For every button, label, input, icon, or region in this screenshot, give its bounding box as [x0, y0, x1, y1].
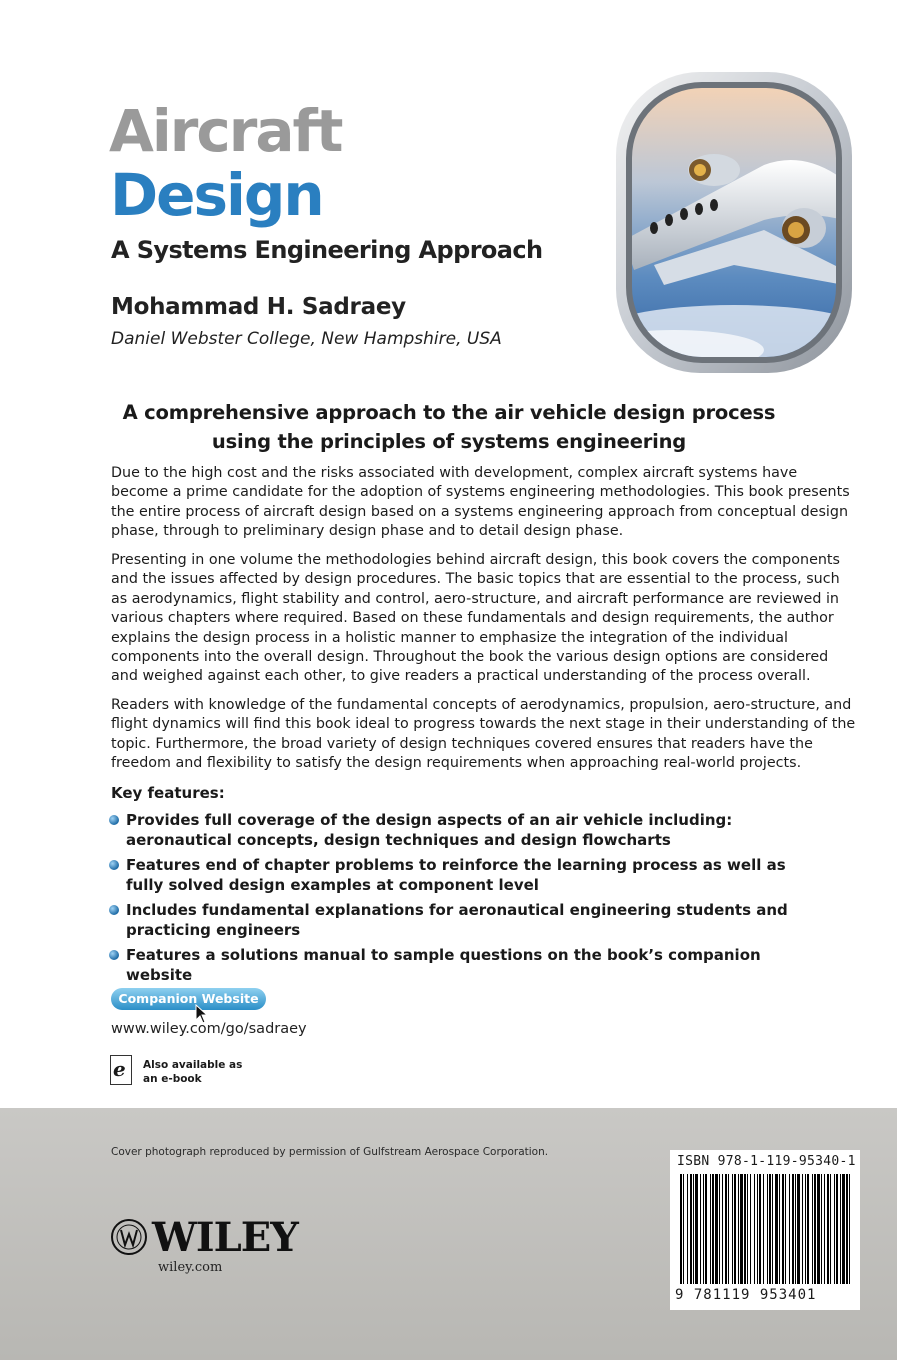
feature-item: [109, 900, 809, 940]
barcode-icon: [678, 1174, 856, 1286]
barcode-bar: [744, 1174, 746, 1284]
barcode-bar: [779, 1174, 780, 1284]
barcode-bar: [834, 1174, 835, 1284]
barcode-bar: [836, 1174, 838, 1284]
barcode-bar: [712, 1174, 714, 1284]
barcode-bar: [795, 1174, 796, 1284]
wiley-seal-icon: [110, 1218, 148, 1256]
bullet-icon: [109, 860, 119, 870]
author-affiliation: Daniel Webster College, New Hampshire, USA: [111, 329, 502, 349]
barcode-bar: [792, 1174, 794, 1284]
barcode-bar: [817, 1174, 820, 1284]
barcode-bar: [797, 1174, 800, 1284]
author-name: Mohammad H. Sadraey: [111, 294, 406, 320]
barcode-bar: [827, 1174, 829, 1284]
barcode-bar: [821, 1174, 822, 1284]
e-book-icon: e: [110, 1055, 132, 1085]
barcode-bar: [767, 1174, 768, 1284]
barcode-bar: [695, 1174, 698, 1284]
barcode-bar: [763, 1174, 764, 1284]
barcode-bar: [840, 1174, 841, 1284]
barcode-bar: [757, 1174, 758, 1284]
description-paragraph: Presenting in one volume the methodologies behind aircraft design, this book covers the components and the issues affected by design procedures. The basic topics that are essential to the process, such as aerodynamics, flight stability and control, aero-structure, and aircraft performance are reviewed in various chapters where required. Based on these fundamentals and design requirements, the author explains the design process in a holistic manner to emphasize the integration of the individual components into the overall design. Throughout the book the various design options are considered and weighed against each other, to give readers a practical understanding of the process overall.: [111, 552, 840, 685]
barcode-bar: [802, 1174, 803, 1284]
barcode-number: 9 781119 953401: [675, 1287, 817, 1303]
barcode-bar: [805, 1174, 806, 1284]
feature-text: Features a solutions manual to sample questions on the book’s companion website: [126, 946, 761, 984]
barcode-bar: [812, 1174, 813, 1284]
bullet-icon: [109, 905, 119, 915]
barcode-bar: [789, 1174, 790, 1284]
description-paragraph: Due to the high cost and the risks associated with development, complex aircraft systems have become a prime candidate for the adoption of systems engineering methodologies. This book presents the entire process of aircraft design based on a systems engineering approach from conceptual design phase, through to preliminary design phase and to detail design phase.: [111, 465, 850, 540]
title-line-1: Aircraft: [109, 97, 342, 165]
photo-credit: Cover photograph reproduced by permission of Gulfstream Aerospace Corporation.: [111, 1146, 549, 1158]
barcode-bar: [715, 1174, 718, 1284]
description-paragraph: Readers with knowledge of the fundamental concepts of aerodynamics, propulsion, aero-structure, and flight dynamics will find this book ideal to progress towards the next stage in their understanding of the topic. Furthermore, the broad variety of design techniques covered ensures that readers have the freedom and flexibility to satisfy the design requirements when approaching real-world projects.: [111, 697, 856, 772]
barcode-bar: [700, 1174, 701, 1284]
feature-item: [109, 810, 809, 850]
barcode-bar: [680, 1174, 682, 1284]
feature-item: [109, 855, 809, 895]
barcode-bar: [740, 1174, 743, 1284]
publisher-logo: WILEY: [152, 1214, 298, 1261]
barcode-bar: [690, 1174, 692, 1284]
feature-text: Provides full coverage of the design aspects of an air vehicle including: aeronautical concepts, design techniques and design flowcharts: [126, 811, 733, 849]
barcode-bar: [772, 1174, 773, 1284]
key-features-title: Key features:: [111, 784, 225, 802]
barcode-bar: [754, 1174, 755, 1284]
barcode-bar: [728, 1174, 729, 1284]
barcode-bar: [769, 1174, 771, 1284]
title-line-2: Design: [110, 161, 323, 229]
barcode-bar: [705, 1174, 707, 1284]
barcode-bar: [732, 1174, 733, 1284]
barcode-bar: [782, 1174, 784, 1284]
barcode-bar: [824, 1174, 825, 1284]
barcode-bar: [734, 1174, 736, 1284]
feature-item: [109, 945, 809, 985]
barcode-bar: [710, 1174, 711, 1284]
bullet-icon: [109, 950, 119, 960]
barcode-bar: [738, 1174, 739, 1284]
barcode-bar: [687, 1174, 688, 1284]
barcode-bar: [849, 1174, 850, 1284]
barcode-bar: [747, 1174, 748, 1284]
companion-website-button[interactable]: Companion Website: [111, 988, 266, 1010]
barcode-bar: [785, 1174, 786, 1284]
barcode-bar: [814, 1174, 816, 1284]
barcode-bar: [842, 1174, 845, 1284]
barcode-bar: [683, 1174, 684, 1284]
feature-text: Features end of chapter problems to reinforce the learning process as well as fully solved design examples at component level: [126, 856, 786, 894]
barcode-bar: [693, 1174, 694, 1284]
barcode-bar: [722, 1174, 723, 1284]
barcode-bar: [719, 1174, 720, 1284]
feature-text: Includes fundamental explanations for aeronautical engineering students and practicing engineers: [126, 901, 788, 939]
ebook-note: Also available as an e-book: [143, 1059, 243, 1085]
publisher-url: wiley.com: [158, 1260, 223, 1275]
barcode-bar: [830, 1174, 831, 1284]
barcode-bar: [775, 1174, 778, 1284]
barcode-bar: [759, 1174, 761, 1284]
headline: A comprehensive approach to the air vehicle design process using the principles of systems engineering: [122, 401, 776, 453]
isbn-text: ISBN 978-1-119-95340-1: [677, 1154, 856, 1169]
barcode-bar: [703, 1174, 704, 1284]
aircraft-window-photo: [614, 70, 854, 375]
barcode-bar: [846, 1174, 848, 1284]
bullet-icon: [109, 815, 119, 825]
barcode-bar: [807, 1174, 809, 1284]
companion-url[interactable]: www.wiley.com/go/sadraey: [111, 1021, 307, 1037]
barcode-bar: [750, 1174, 751, 1284]
subtitle: A Systems Engineering Approach: [111, 236, 543, 264]
barcode-bar: [725, 1174, 727, 1284]
